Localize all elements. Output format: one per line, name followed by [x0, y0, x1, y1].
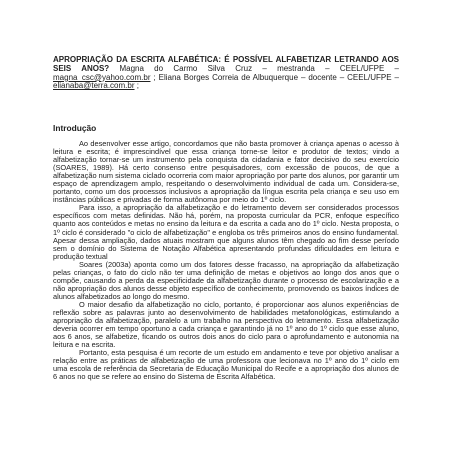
paper-header [53, 56, 399, 91]
author-line-2: ; Eliana Borges Correia de Albuquerque – docente – CEEL/UFPE – [150, 72, 399, 82]
paragraph: O maior desafio da alfabetização no ciclo, portanto, é proporcionar aos alunos experiências de reflexão sobre as palavras junto ao desenvolvimento de habilidades metafonológicas, estimulando a apropriação da alfabetização, paralelo a um trabalho na perspectiva do letramento. Essa alfabetização deveria ocorrer em tempo oportuno a cada criança e garantindo já no 1º ano do 1º ciclo que esse aluno, aos 6 anos, se alfabetize, ficando os outros dois anos do ciclo para o aprofundamento e autonomia na leitura e na escrita. [53, 299, 399, 350]
paper-title: APROPRIAÇÃO DA ESCRITA ALFABÉTICA: É POSSÍVEL ALFABETIZAR LETRANDO AOS SEIS ANOS? [53, 55, 399, 73]
author-line-1: Magna do Carmo Silva Cruz – mestranda – CEEL/UFPE – [109, 63, 400, 73]
paragraph: Portanto, esta pesquisa é um recorte de um estudo em andamento e teve por objetivo analisar a relação entre as práticas de alfabetização de uma professora que lecionava no 1º ano do 1º ciclo em uma escola de referência da Secretaria de Educação Municipal do Recife e a apropriação dos alunos de 6 anos no que se refere ao ensino do Sistema de Escrita Alfabética. [53, 348, 399, 382]
paragraph: Para isso, a apropriação da alfabetização e do letramento devem ser considerados processos específicos com metas definidas. Não há, porém, na proposta curricular da PCR, enfoque específico quanto aos conteúdos e metas no ensino da leitura e da escrita a cada ano do 1º ciclo. Nesta proposta, o 1º ciclo é considerado "o ciclo de alfabetização" e engloba os três primeiros anos do ensino fundamental. Apesar dessa ampliação, dados atuais mostram que alguns alunos têm chegado ao fim desse período sem o domínio do Sistema de Notação Alfabética apresentando profundas dificuldades em leitura e produção textual [53, 203, 399, 261]
author-email-1[interactable]: magna_csc@yahoo.com.br [53, 72, 151, 82]
author-email-2[interactable]: elianaba@terra.com.br [53, 81, 135, 91]
header-tail: ; [134, 81, 139, 91]
section-title: Introdução [53, 123, 97, 133]
paragraph: Ao desenvolver esse artigo, concordamos que não basta promover à criança apenas o acesso à leitura e escrita; é imprescindível que essa criança torne-se leitor e produtor de textos; vindo a alfabetização tornar-se um instrumento pela conquista da cidadania e fator decisivo do seu exercício (SOARES, 1989). Há certo consenso entre pesquisadores, com excessão de poucos, de que a alfabetização num sistema ciclado ocorreria com maior apropriação por parte dos alunos, por garantir um espaço de aprendizagem amplo, respeitando o desenvolvimento individual de cada um. Considera-se, portanto, como um dos processos inclusivos a apropriação da língua escrita pela criança e seu uso em instâncias públicas e privadas de forma autônoma por meio do 1º ciclo. [53, 139, 399, 205]
body-text [53, 140, 399, 381]
paragraph: Soares (2003a) aponta como um dos fatores desse fracasso, na apropriação da alfabetização pelas crianças, o fato do ciclo não ter uma definição de metas e objetivos ao longo dos anos que o compõe, causando a perda da especificidade da alfabetização durante o processo de escolarização e a não apropriação dos alunos desse objeto específico de conhecimento, promovendo os baixos índices de alunos alfabetizados ao longo do mesmo. [53, 259, 399, 301]
